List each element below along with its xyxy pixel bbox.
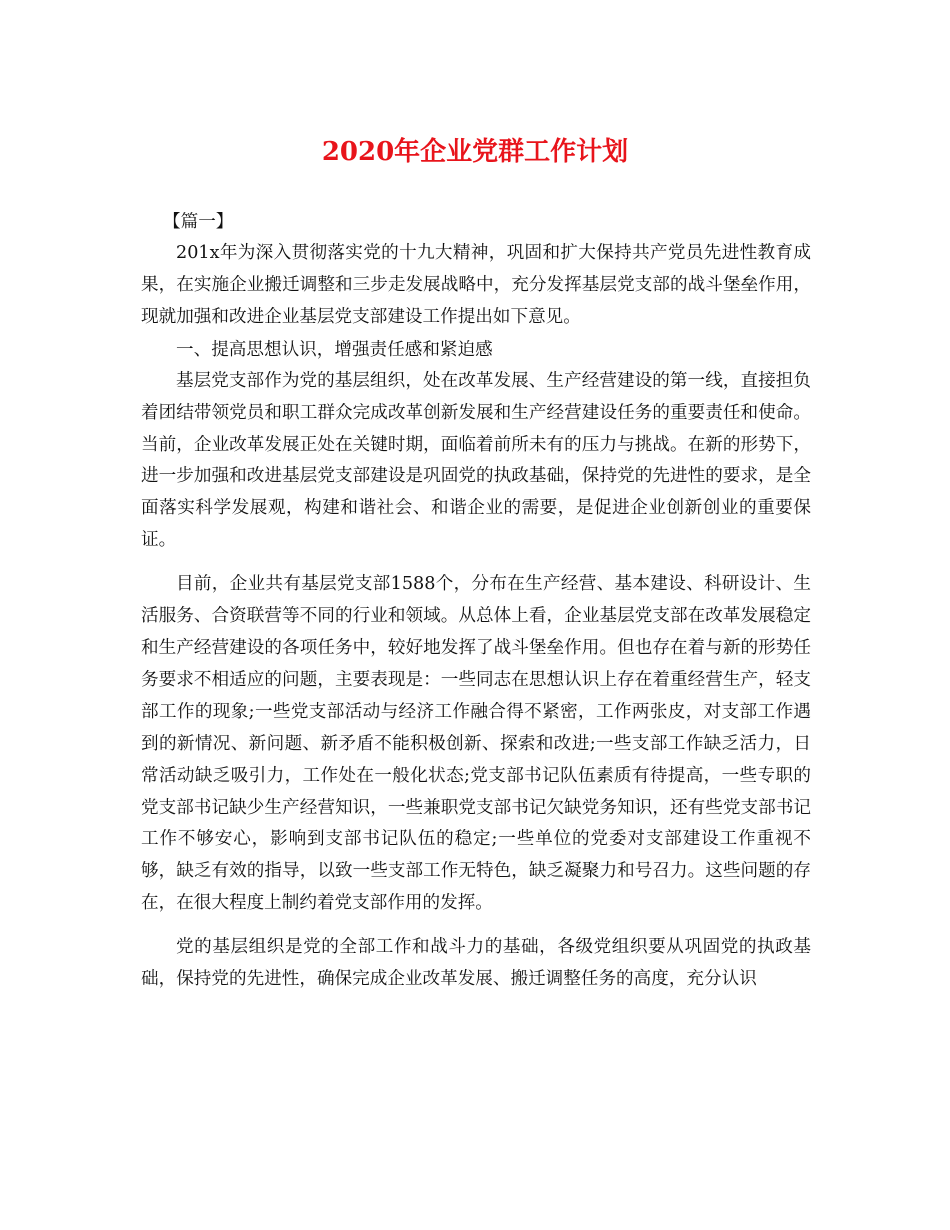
document-body [141, 206, 811, 996]
document-title: 2020年企业党群工作计划 [321, 137, 629, 167]
section-heading: 一、提高思想认识，增强责任感和紧迫感 [176, 339, 493, 360]
paragraph-status: 目前，企业共有基层党支部1588个，分布在生产经营、基本建设、科研设计、生活服务、合资联营等不同的行业和领域。从总体上看，企业基层党支部在改革发展稳定和生产经营建设的各项任务中，较好地发挥了战斗堡垒作用。但也存在着与新的形势任务要求不相适应的问题，主要表现是：一些同志在思想认识上存在着重经营生产，轻支部工作的现象;一些党支部活动与经济工作融合得不紧密，工作两张皮，对支部工作遇到的新情况、新问题、新矛盾不能积极创新、探索和改进;一些支部工作缺乏活力，日常活动缺乏吸引力，工作处在一般化状态;党支部书记队伍素质有待提高，一些专职的党支部书记缺少生产经营知识，一些兼职党支部书记欠缺党务知识，还有些党支部书记工作不够安心，影响到支部书记队伍的稳定;一些单位的党委对支部建设工作重视不够，缺乏有效的指导，以致一些支部工作无特色，缺乏凝聚力和号召力。这些问题的存在，在很大程度上制约着党支部作用的发挥。 [141, 574, 811, 914]
paragraph-intro: 201x年为深入贯彻落实党的十九大精神，巩固和扩大保持共产党员先进性教育成果，在实施企业搬迁调整和三步走发展战略中，充分发挥基层党支部的战斗堡垒作用，现就加强和改进企业基层党支部建设工作提出如下意见。 [141, 243, 811, 327]
paragraph-role: 基层党支部作为党的基层组织，处在改革发展、生产经营建设的第一线，直接担负着团结带领党员和职工群众完成改革创新发展和生产经营建设任务的重要责任和使命。当前，企业改革发展正处在关键时期，面临着前所未有的压力与挑战。在新的形势下，进一步加强和改进基层党支部建设是巩固党的执政基础，保持党的先进性的要求，是全面落实科学发展观，构建和谐社会、和谐企业的需要，是促进企业创新创业的重要保证。 [141, 370, 811, 551]
paragraph-foundation: 党的基层组织是党的全部工作和战斗力的基础，各级党组织要从巩固党的执政基础，保持党的先进性，确保完成企业改革发展、搬迁调整任务的高度，充分认识 [141, 937, 811, 990]
section-label: 【篇一】 [163, 212, 234, 232]
